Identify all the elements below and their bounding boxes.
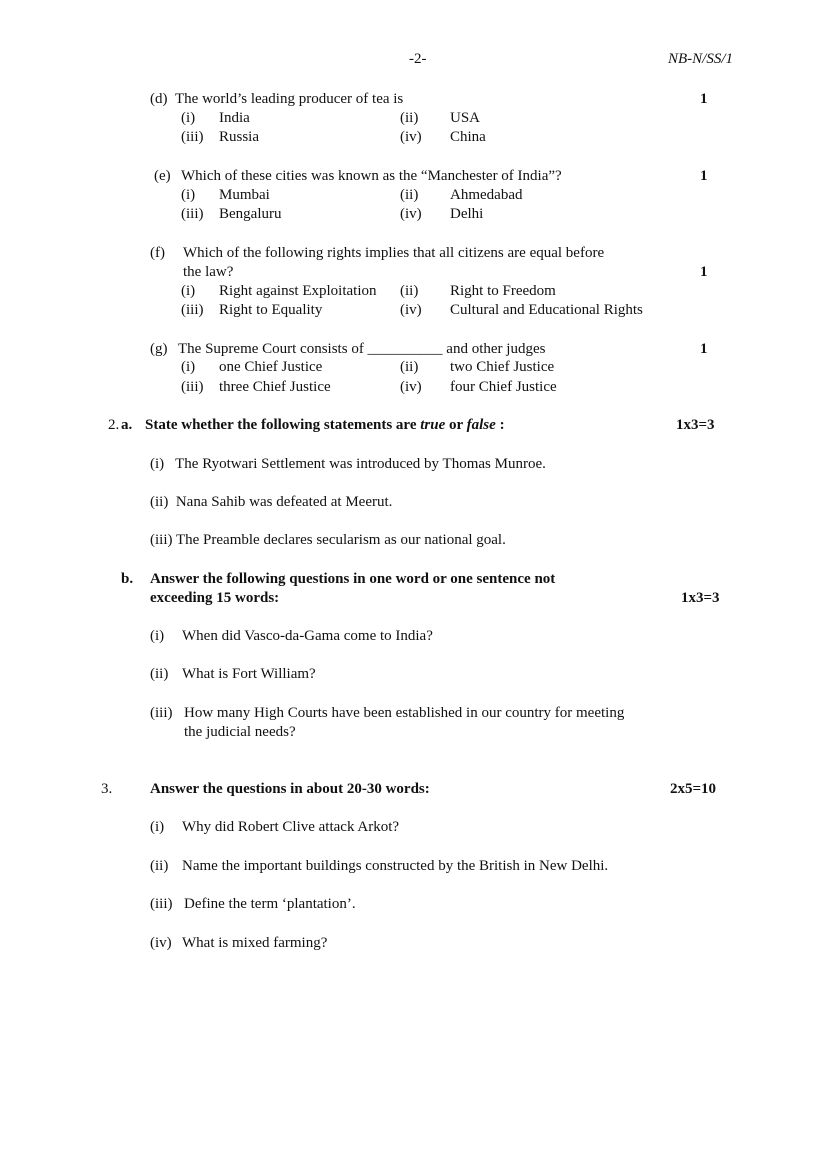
marks: 2x5=10 <box>670 781 717 797</box>
marks: 1 <box>700 341 708 357</box>
option-text: Bengaluru <box>219 206 282 222</box>
item-text: Name the important buildings constructed by the British in New Delhi. <box>182 858 609 874</box>
item-text: What is mixed farming? <box>182 935 328 951</box>
option-number: (iv) <box>400 206 422 222</box>
statement: (i) The Ryotwari Settlement was introduced by Thomas Munroe. <box>150 456 546 472</box>
page-number: -2- <box>409 51 427 67</box>
word-false: false <box>466 417 496 433</box>
sub-question-label: b. <box>121 571 134 587</box>
item-text: What is Fort William? <box>182 666 316 682</box>
option-text: USA <box>450 110 481 126</box>
item-text: How many High Courts have been established in our country for meeting <box>184 705 625 721</box>
option-text: Russia <box>219 129 260 145</box>
marks: 1x3=3 <box>681 590 720 606</box>
instruction-line2: exceeding 15 words: <box>150 590 280 606</box>
option-text: Right against Exploitation <box>219 283 377 299</box>
marks: 1 <box>700 264 708 280</box>
question-label: (e) <box>154 168 171 184</box>
question-number: 3. <box>101 781 113 797</box>
option-number: (iii) <box>181 302 204 318</box>
instruction-text: State whether the following statements are <box>145 417 417 433</box>
marks: 1 <box>700 91 708 107</box>
question-label: (d) <box>150 91 168 107</box>
option-number: (ii) <box>400 110 419 126</box>
question-text: Which of these cities was known as the “Manchester of India”? <box>181 168 562 184</box>
question-text: The world’s leading producer of tea is <box>175 91 404 107</box>
question-label: (f) <box>150 245 165 261</box>
option-number: (ii) <box>400 283 419 299</box>
option-number: (iii) <box>181 379 204 395</box>
option-text: Cultural and Educational Rights <box>450 302 643 318</box>
option-text: Ahmedabad <box>450 187 523 203</box>
question-text-line1: Which of the following rights implies that all citizens are equal before <box>183 245 605 261</box>
item-text: Why did Robert Clive attack Arkot? <box>182 819 400 835</box>
statement: (iii) The Preamble declares secularism as our national goal. <box>150 532 506 548</box>
item-number: (ii) <box>150 666 169 682</box>
option-number: (i) <box>181 283 196 299</box>
item-number: (i) <box>150 628 165 644</box>
marks: 1x3=3 <box>676 417 715 433</box>
option-number: (ii) <box>400 187 419 203</box>
item-number: (i) <box>150 819 165 835</box>
paper-code: NB-N/SS/1 <box>668 51 734 67</box>
item-number: (ii) <box>150 858 169 874</box>
word-true: true <box>420 417 446 433</box>
item-number: (iii) <box>150 896 173 912</box>
instruction <box>145 416 505 434</box>
option-number: (iii) <box>181 129 204 145</box>
option-text: four Chief Justice <box>450 379 557 395</box>
option-number: (iv) <box>400 302 422 318</box>
option-text: one Chief Justice <box>219 359 323 375</box>
instruction-line1: Answer the following questions in one word or one sentence not <box>150 571 556 587</box>
word-or: or <box>449 417 463 433</box>
option-number: (iii) <box>181 206 204 222</box>
question-number: 2. <box>108 417 120 433</box>
option-text: India <box>219 110 250 126</box>
item-number: (iii) <box>150 705 173 721</box>
option-text: Right to Equality <box>219 302 323 318</box>
item-text: Define the term ‘plantation’. <box>184 896 356 912</box>
option-number: (iv) <box>400 129 422 145</box>
statement: (ii) Nana Sahib was defeated at Meerut. <box>150 494 393 510</box>
option-number: (i) <box>181 110 196 126</box>
option-text: Delhi <box>450 206 484 222</box>
option-text: Right to Freedom <box>450 283 556 299</box>
option-number: (i) <box>181 359 196 375</box>
question-label: (g) <box>150 341 168 357</box>
option-number: (i) <box>181 187 196 203</box>
sub-question-label: a. <box>121 417 133 433</box>
instruction-colon: : <box>499 417 505 433</box>
marks: 1 <box>700 168 708 184</box>
question-text-line2: the law? <box>183 264 234 280</box>
option-text: two Chief Justice <box>450 359 555 375</box>
option-number: (ii) <box>400 359 419 375</box>
item-text-line2: the judicial needs? <box>184 724 296 740</box>
item-number: (iv) <box>150 935 172 951</box>
instruction: Answer the questions in about 20-30 words: <box>150 781 430 797</box>
option-text: China <box>450 129 486 145</box>
question-text: The Supreme Court consists of __________ and other judges <box>178 341 546 357</box>
option-number: (iv) <box>400 379 422 395</box>
option-text: three Chief Justice <box>219 379 331 395</box>
option-text: Mumbai <box>219 187 270 203</box>
item-text: When did Vasco-da-Gama come to India? <box>182 628 433 644</box>
